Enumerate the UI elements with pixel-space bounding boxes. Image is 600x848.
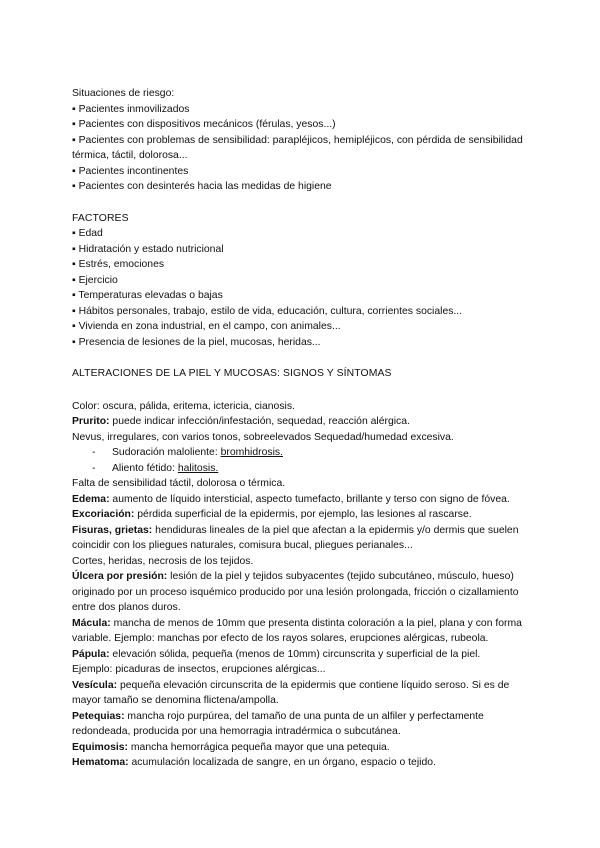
factor-item: ▪ Vivienda en zona industrial, en el campo, con animales... <box>72 321 341 332</box>
equimosis-entry <box>72 740 532 756</box>
petequias-entry <box>72 709 532 740</box>
petequias-term: Petequias: <box>72 710 125 722</box>
dash-marker: - <box>92 462 96 474</box>
fisuras-entry <box>72 523 532 554</box>
factors-heading: FACTORES <box>72 212 129 224</box>
papula-term: Pápula: <box>72 648 110 660</box>
risk-item: ▪ Pacientes inmovilizados <box>72 103 190 115</box>
aliento-label: Aliento fétido: <box>112 462 178 474</box>
factor-item: ▪ Ejercicio <box>72 274 118 286</box>
papula-example: Ejemplo: picaduras de insectos, erupciones alérgicas... <box>72 664 326 675</box>
papula-text: elevación sólida, pequeña (menos de 10mm) circunscrita y superficial de la piel. <box>109 648 481 660</box>
falta-line: Falta de sensibilidad táctil, dolorosa o térmica. <box>72 478 286 489</box>
macula-term: Mácula: <box>72 617 111 629</box>
ulcera-text: lesión de la piel y tejidos subyacentes (tejido subcutáneo, músculo, hueso) originado por un proceso isquémico producido por una lesión prolongada, fricción o cizallamiento entre dos planos duros. <box>72 571 519 613</box>
hematoma-text: acumulación localizada de sangre, en un órgano, espacio o tejido. <box>128 757 436 768</box>
papula-entry <box>72 647 532 663</box>
color-line: Color: oscura, pálida, eritema, ictericia, cianosis. <box>72 400 295 412</box>
factor-item: ▪ Temperaturas elevadas o bajas <box>72 290 223 301</box>
document-page <box>72 86 532 771</box>
risk-heading: Situaciones de riesgo: <box>72 88 175 99</box>
risk-item: ▪ Pacientes con dispositivos mecánicos (férulas, yesos...) <box>72 119 336 130</box>
aliento-item <box>72 461 532 477</box>
aliento-term: halitosis. <box>177 462 219 474</box>
hematoma-entry <box>72 755 532 771</box>
vesicula-term: Vesícula: <box>72 679 118 691</box>
risk-item: ▪ Pacientes con desinterés hacia las medidas de higiene <box>72 181 332 192</box>
edema-term: Edema: <box>72 493 110 505</box>
edema-text: aumento de líquido intersticial, aspecto tumefacto, brillante y terso con signo de fóvea. <box>109 493 510 505</box>
vesicula-text: pequeña elevación circunscrita de la epidermis que contiene líquido seroso. Si es de mayor tamaño se denomina flictena/ampolla. <box>72 679 510 706</box>
prurito-entry <box>72 414 532 430</box>
excoriacion-entry <box>72 507 532 523</box>
sudoracion-term: bromhidrosis. <box>220 447 283 458</box>
macula-text: mancha de menos de 10mm que presenta distinta coloración a la piel, plana y con forma variable. Ejemplo: manchas por efecto de los rayos solares, erupciones alérgicas, rubeola. <box>72 617 522 644</box>
sudoracion-item <box>72 445 532 461</box>
prurito-term: Prurito: <box>72 416 110 427</box>
ulcera-entry <box>72 569 532 616</box>
hematoma-term: Hematoma: <box>72 757 129 768</box>
edema-entry <box>72 492 532 508</box>
factor-item: ▪ Hábitos personales, trabajo, estilo de vida, educación, cultura, corrientes sociales... <box>72 305 463 317</box>
factor-item: ▪ Edad <box>72 228 103 239</box>
ulcera-term: Úlcera por presión: <box>72 571 168 582</box>
fisuras-text: hendiduras lineales de la piel que afectan a la epidermis y/o dermis que suelen coincidir con los pliegues naturales, comisura bucal, pliegues perianales... <box>72 524 519 551</box>
macula-entry <box>72 616 532 647</box>
alterations-heading: ALTERACIONES DE LA PIEL Y MUCOSAS: SIGNOS Y SÍNTOMAS <box>72 368 392 379</box>
factor-item: ▪ Presencia de lesiones de la piel, mucosas, heridas... <box>72 336 321 348</box>
risk-item: ▪ Pacientes con problemas de sensibilidad: parapléjicos, hemipléjicos, con pérdida de sensibilidad térmica, táctil, dolorosa... <box>72 134 523 161</box>
factor-item: ▪ Hidratación y estado nutricional <box>72 243 224 255</box>
excoriacion-term: Excoriación: <box>72 509 135 520</box>
prurito-text: puede indicar infección/infestación, sequedad, reacción alérgica. <box>109 416 410 427</box>
risk-item: ▪ Pacientes incontinentes <box>72 165 189 177</box>
fisuras-term: Fisuras, grietas: <box>72 524 153 536</box>
petequias-text: mancha rojo purpúrea, del tamaño de una punta de un alfiler y perfectamente redondeada, producida por una hemorragia intradérmica o subcutánea. <box>72 710 484 737</box>
excoriacion-text: pérdida superficial de la epidermis, por ejemplo, las lesiones al rascarse. <box>134 509 472 520</box>
vesicula-entry <box>72 678 532 709</box>
equimosis-term: Equimosis: <box>72 741 129 753</box>
nevus-line: Nevus, irregulares, con varios tonos, sobreelevados Sequedad/humedad excesiva. <box>72 431 454 443</box>
factor-item: ▪ Estrés, emociones <box>72 259 165 270</box>
cortes-line: Cortes, heridas, necrosis de los tejidos. <box>72 555 254 567</box>
equimosis-text: mancha hemorrágica pequeña mayor que una petequia. <box>128 741 390 753</box>
dash-marker: - <box>92 447 96 458</box>
sudoracion-label: Sudoración maloliente: <box>112 447 221 458</box>
